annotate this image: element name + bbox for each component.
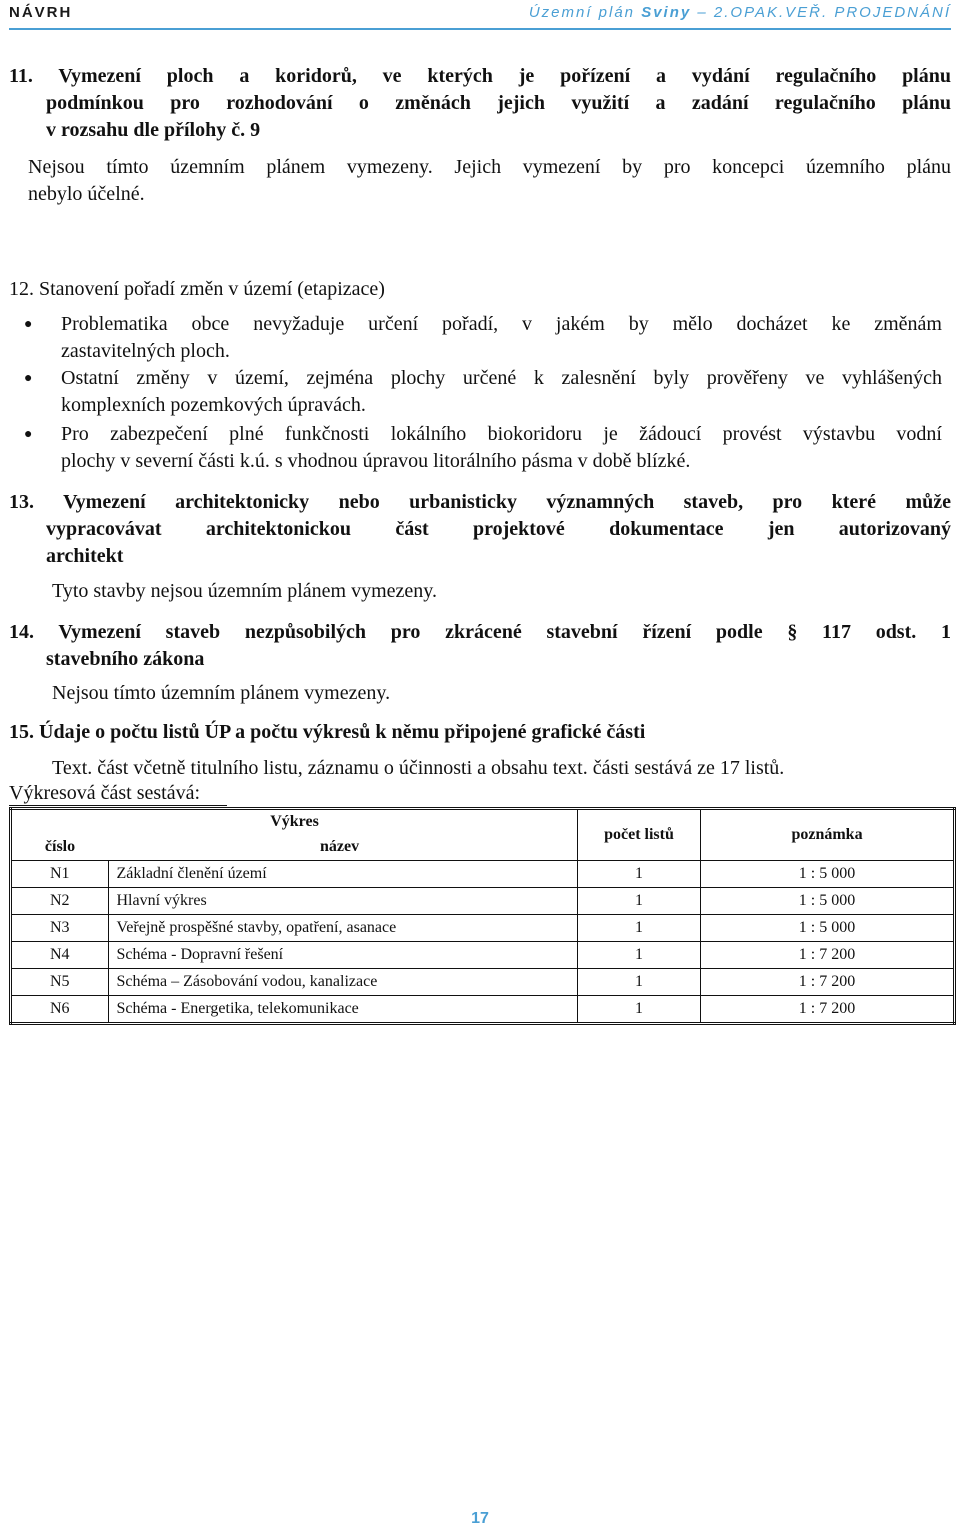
section-11-text-line-1: Nejsou tímto územním plánem vymezeny. Jejich vymezení by pro koncepci územního plánu bbox=[28, 156, 951, 178]
bullet-line-2: komplexních pozemkových úpravách. bbox=[61, 394, 366, 416]
bullet-icon: ● bbox=[24, 427, 33, 442]
section-14-heading-line-1: 14. Vymezení staveb nezpůsobilých pro zkrácené stavební řízení podle § 117 odst. 1 bbox=[9, 621, 951, 643]
section-13-heading bbox=[9, 489, 951, 570]
table-cell-cislo: N5 bbox=[11, 969, 109, 996]
bullet-line-2: plochy v severní části k.ú. s vhodnou úpravou litorálního pásma v době blízké. bbox=[61, 450, 691, 472]
section-12-heading: 12. Stanovení pořadí změn v území (etapizace) bbox=[9, 278, 385, 300]
table-header-vykres: Výkres bbox=[11, 809, 578, 835]
table-cell-cislo: N1 bbox=[11, 861, 109, 888]
table-cell-listy: 1 bbox=[578, 915, 701, 942]
bullet-line-1: Pro zabezpečení plné funkčnosti lokálního biokoridoru je žádoucí provést výstavbu vodní bbox=[61, 423, 942, 445]
table-cell-poznamka: 1 : 5 000 bbox=[701, 915, 955, 942]
table-cell-nazev: Základní členění území bbox=[108, 861, 578, 888]
section-11-heading-line-1: 11. Vymezení ploch a koridorů, ve kterých je pořízení a vydání regulačního plánu bbox=[9, 65, 951, 87]
table-cell-cislo: N2 bbox=[11, 888, 109, 915]
table-cell-listy: 1 bbox=[578, 996, 701, 1024]
section-14-text: Nejsou tímto územním plánem vymezeny. bbox=[52, 682, 391, 704]
table-row bbox=[11, 996, 955, 1024]
section-15-heading: 15. Údaje o počtu listů ÚP a počtu výkresů k němu připojené grafické části bbox=[9, 721, 646, 743]
table-header-poznamka: poznámka bbox=[701, 809, 955, 861]
table-header-pocet-listu: počet listů bbox=[578, 809, 701, 861]
table-row bbox=[11, 861, 955, 888]
section-13-heading-line-1: 13. Vymezení architektonicky nebo urbanisticky významných staveb, pro které může bbox=[9, 491, 951, 513]
section-14-heading-line-2: stavebního zákona bbox=[46, 648, 205, 670]
bullet-icon: ● bbox=[24, 371, 33, 386]
table-cell-cislo: N4 bbox=[11, 942, 109, 969]
table-cell-listy: 1 bbox=[578, 888, 701, 915]
section-15-text-line-1: Text. část včetně titulního listu, záznamu o účinnosti a obsahu text. části sestává ze 17 listů. bbox=[52, 757, 785, 779]
section-15-text-line-2: Výkresová část sestává: bbox=[9, 782, 201, 804]
page-number: 17 bbox=[471, 1510, 489, 1527]
table-cell-poznamka: 1 : 5 000 bbox=[701, 861, 955, 888]
bullet-line-1: Ostatní změny v území, zejména plochy určené k zalesnění byly prověřeny ve vyhlášených bbox=[61, 367, 942, 389]
header-title-part-c: – 2.OPAK.VEŘ. PROJEDNÁNÍ bbox=[691, 4, 951, 21]
bullet-line-2: zastavitelných ploch. bbox=[61, 340, 230, 362]
table-row bbox=[11, 915, 955, 942]
table-cell-poznamka: 1 : 5 000 bbox=[701, 888, 955, 915]
table-cell-poznamka: 1 : 7 200 bbox=[701, 969, 955, 996]
table-row bbox=[11, 942, 955, 969]
header-rule bbox=[9, 28, 951, 30]
section-13-heading-line-3: architekt bbox=[46, 545, 124, 567]
bullet-icon: ● bbox=[24, 317, 33, 332]
table-row bbox=[11, 969, 955, 996]
section-11-text-line-2: nebylo účelné. bbox=[28, 183, 145, 205]
drawings-table bbox=[9, 807, 956, 1025]
section-11-heading-line-2: podmínkou pro rozhodování o změnách jejich využití a zadání regulačního plánu bbox=[46, 92, 951, 114]
header-draft-label: NÁVRH bbox=[9, 4, 73, 21]
table-cell-poznamka: 1 : 7 200 bbox=[701, 942, 955, 969]
section-11-text bbox=[28, 154, 951, 208]
section-13-text: Tyto stavby nejsou územním plánem vymezeny. bbox=[52, 580, 437, 602]
table-cell-listy: 1 bbox=[578, 942, 701, 969]
table-header-cislo: číslo bbox=[11, 834, 109, 861]
table-header-nazev: název bbox=[108, 834, 578, 861]
table-cell-listy: 1 bbox=[578, 969, 701, 996]
section-13-heading-line-2: vypracovávat architektonickou část projektové dokumentace jen autorizovaný bbox=[46, 518, 951, 540]
table-cell-nazev: Schéma – Zásobování vodou, kanalizace bbox=[108, 969, 578, 996]
table-cell-nazev: Schéma - Energetika, telekomunikace bbox=[108, 996, 578, 1024]
header-title-part-a: Územní plán bbox=[528, 4, 642, 21]
table-cell-nazev: Hlavní výkres bbox=[108, 888, 578, 915]
table-cell-nazev: Schéma - Dopravní řešení bbox=[108, 942, 578, 969]
section-11-heading bbox=[9, 63, 951, 144]
table-cell-poznamka: 1 : 7 200 bbox=[701, 996, 955, 1024]
table-cell-nazev: Veřejně prospěšné stavby, opatření, asanace bbox=[108, 915, 578, 942]
header-title-town: Sviny bbox=[641, 4, 692, 21]
section-14-heading bbox=[9, 619, 951, 673]
bullet-line-1: Problematika obce nevyžaduje určení pořadí, v jakém by mělo docházet ke změnám bbox=[61, 313, 942, 335]
table-cell-cislo: N3 bbox=[11, 915, 109, 942]
table-row bbox=[11, 888, 955, 915]
table-cell-cislo: N6 bbox=[11, 996, 109, 1024]
section-15-underline bbox=[9, 805, 227, 806]
section-11-heading-line-3: v rozsahu dle přílohy č. 9 bbox=[46, 119, 261, 141]
header-document-title bbox=[529, 4, 951, 21]
table-cell-listy: 1 bbox=[578, 861, 701, 888]
